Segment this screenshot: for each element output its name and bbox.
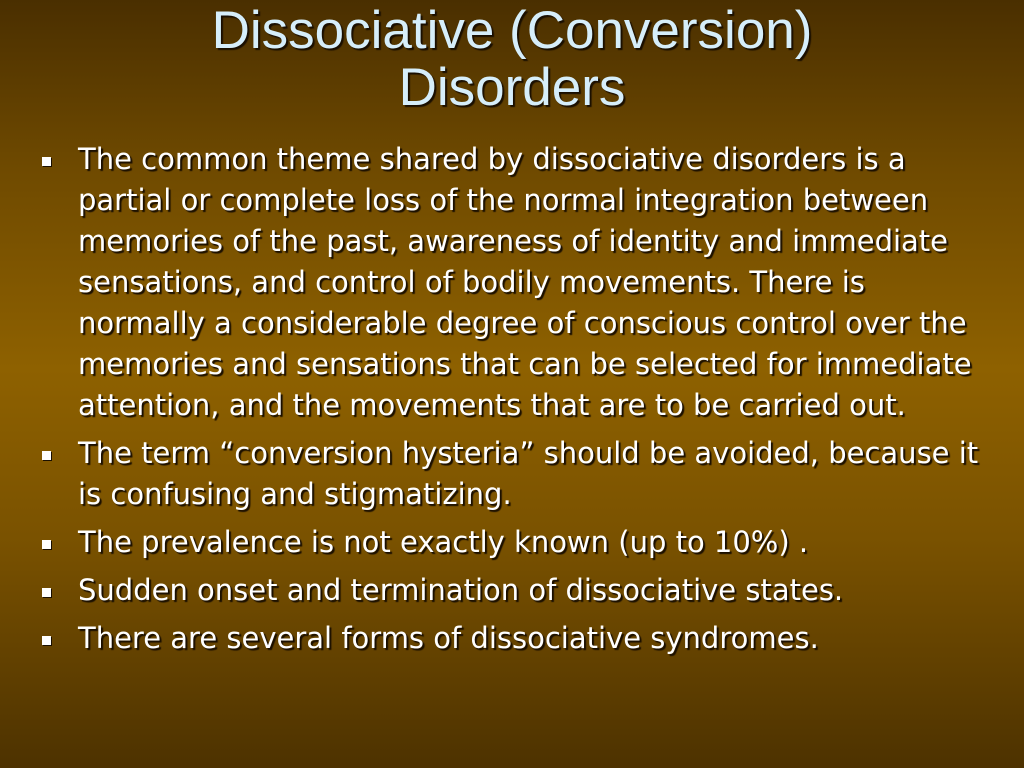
title-line-2: Disorders xyxy=(398,58,626,117)
slide-title xyxy=(0,2,1024,116)
square-bullet-icon xyxy=(42,636,51,645)
square-bullet-icon xyxy=(42,451,51,460)
bullet-list xyxy=(40,139,1000,666)
square-bullet-icon xyxy=(42,540,51,549)
square-bullet-icon xyxy=(42,588,51,597)
bullet-item xyxy=(40,139,1000,426)
square-bullet-icon xyxy=(42,157,51,166)
bullet-item xyxy=(40,618,1000,659)
bullet-text: Sudden onset and termination of dissociative states. xyxy=(78,573,844,607)
bullet-text: The term “conversion hysteria” should be avoided, because it is confusing and stigmatizing. xyxy=(78,436,979,511)
bullet-text: The prevalence is not exactly known (up to 10%) . xyxy=(78,525,809,559)
bullet-item xyxy=(40,433,1000,515)
title-line-1: Dissociative (Conversion) xyxy=(211,1,813,60)
bullet-text: There are several forms of dissociative syndromes. xyxy=(78,621,819,655)
bullet-text: The common theme shared by dissociative disorders is a partial or complete loss of the normal integration between memories of the past, awareness of identity and immediate sensations, and control of bodily movements. There is normally a considerable degree of conscious control over the memories and sensations that can be selected for immediate attention, and the movements that are to be carried out. xyxy=(78,142,972,422)
bullet-item xyxy=(40,570,1000,611)
bullet-item xyxy=(40,522,1000,563)
